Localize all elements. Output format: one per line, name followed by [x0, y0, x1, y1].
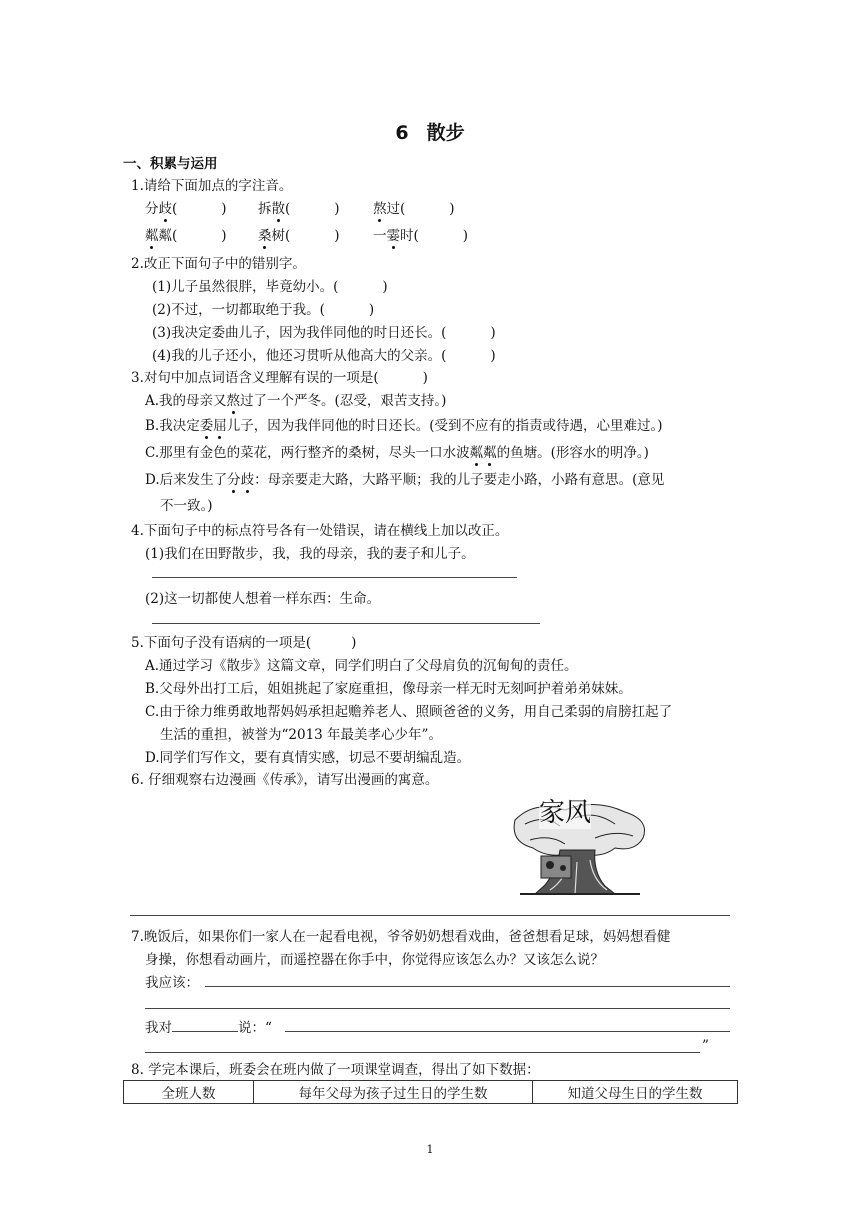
cartoon-image [505, 790, 655, 900]
q2-item-1: (1)儿子虽然很胖，毕竟幼小。( ) [152, 279, 388, 295]
q5-stem: 5.下面句子没有语病的一项是( ) [131, 635, 357, 651]
q2-item-4: (4)我的儿子还小，他还习贯听从他高大的父亲。( ) [152, 348, 496, 364]
q1-item-3: 熬过( ) [373, 197, 455, 217]
q7-label-say: 我对 说：“ [145, 1020, 272, 1036]
q3-stem: 3.对句中加点词语含义理解有误的一项是( ) [131, 370, 428, 386]
q7-line-2: 身操，你想看动画片，而遥控器在你手中，你觉得应该怎么办？又该怎么说？ [145, 952, 604, 968]
page-title: 6 散步 [395, 122, 465, 144]
q7-answer-line-4[interactable] [145, 1052, 700, 1053]
q4-sentence-2: (2)这一切都使人想着一样东西：生命。 [145, 591, 381, 607]
page-number: 1 [426, 1143, 434, 1156]
q5-option-a: A.通过学习《散步》这篇文章，同学们明白了父母肩负的沉甸甸的责任。 [145, 658, 578, 674]
q5-option-c-cont: 生活的重担，被誉为“2013 年最美孝心少年”。 [160, 727, 442, 743]
q1-stem: 1.请给下面加点的字注音。 [131, 178, 293, 194]
q7-answer-line-2[interactable] [145, 1008, 730, 1009]
q7-end-quote: ” [702, 1038, 709, 1054]
q4-sentence-1: (1)我们在田野散步，我，我的母亲，我的妻子和儿子。 [145, 546, 475, 562]
q3-option-c: C.那里有金色的菜花，两行整齐的桑树，尽头一口水波粼粼的鱼塘。(形容水的明净。) [145, 441, 649, 461]
survey-table [123, 1080, 738, 1104]
section-heading: 一、积累与运用 [123, 156, 218, 172]
q1-item-6: 一霎时( ) [373, 224, 468, 244]
q6-stem: 6. 仔细观察右边漫画《传承》，请写出漫画的寓意。 [131, 772, 439, 788]
q2-item-3: (3)我决定委曲儿子，因为我伴同他的时日还长。( ) [152, 325, 496, 341]
q5-option-d: D.同学们写作文，要有真情实感，切忌不要胡编乱造。 [145, 750, 471, 766]
q4-answer-line-1[interactable] [152, 577, 517, 578]
table-header-cell: 知道父母生日的学生数 [533, 1081, 738, 1104]
table-header-cell: 全班人数 [124, 1081, 254, 1104]
q4-stem: 4.下面句子中的标点符号各有一处错误，请在横线上加以改正。 [131, 523, 509, 539]
table-header-cell: 每年父母为孩子过生日的学生数 [254, 1081, 533, 1104]
q7-label-should: 我应该： [145, 975, 199, 991]
q1-item-2: 拆散( ) [258, 197, 340, 217]
q3-option-a: A.我的母亲又熬过了一个严冬。(忍受，艰苦支持。) [145, 389, 446, 409]
q3-option-b: B.我决定委屈儿子，因为我伴同他的时日还长。(受到不应有的指责或待遇，心里难过。) [145, 414, 663, 434]
q5-option-c: C.由于徐力维勇敢地帮妈妈承担起赡养老人、照顾爸爸的义务，用自己柔弱的肩膀扛起了 [145, 704, 673, 720]
q2-stem: 2.改正下面句子中的错别字。 [131, 256, 306, 272]
table-header-row [124, 1081, 738, 1104]
q1-item-5: 桑树( ) [258, 224, 340, 244]
q7-answer-line-3[interactable] [285, 1031, 730, 1032]
q7-answer-line-1[interactable] [205, 986, 730, 987]
q3-option-d-cont: 不一致。) [160, 498, 213, 514]
q5-option-b: B.父母外出打工后，姐姐挑起了家庭重担，像母亲一样无时无刻呵护着弟弟妹妹。 [145, 681, 632, 697]
q7-line-1: 7.晚饭后，如果你们一家人在一起看电视，爷爷奶奶想看戏曲，爸爸想看足球，妈妈想看健 [131, 929, 671, 945]
q4-answer-line-2[interactable] [152, 623, 540, 624]
q2-item-2: (2)不过，一切都取绝于我。( ) [152, 302, 375, 318]
q1-item-4: 粼粼( ) [145, 224, 227, 244]
q6-answer-line[interactable] [130, 915, 730, 916]
q8-stem: 8. 学完本课后，班委会在班内做了一项课堂调查，得出了如下数据： [131, 1062, 540, 1078]
q3-option-d: D.后来发生了分歧：母亲要走大路，大路平顺；我的儿子要走小路，小路有意思。(意见 [145, 468, 664, 488]
cartoon-caption: 家风 [539, 792, 591, 829]
q1-item-1: 分歧( ) [145, 197, 227, 217]
